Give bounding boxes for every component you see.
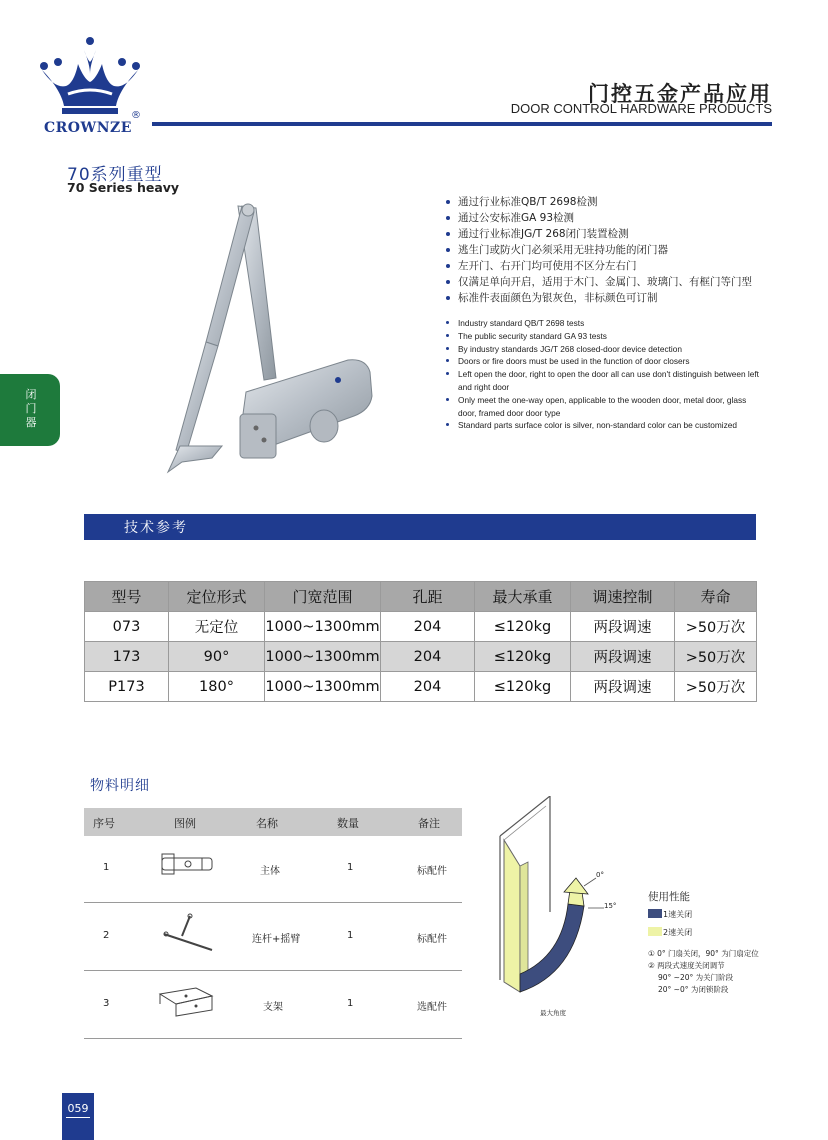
note-line: ① 0° 门扇关闭，90° 为门扇定位 <box>648 949 759 958</box>
closer-body-icon <box>158 850 216 878</box>
table-cell: ≤120kg <box>475 612 571 642</box>
table-cell: 073 <box>85 612 169 642</box>
header-title-cn: 门控五金产品应用 <box>588 82 772 106</box>
feature-item: By industry standards JG/T 268 closed-door device detection <box>444 343 764 356</box>
table-cell: 90° <box>169 642 265 672</box>
feature-item: Standard parts surface color is silver, non-standard color can be customized <box>444 419 764 432</box>
brand-name: CROWNZE <box>44 120 132 136</box>
tech-section-title: 技术参考 <box>124 520 188 536</box>
door-closer-product-image <box>160 196 380 478</box>
legend-label-speed1: 1速关闭 <box>663 910 693 919</box>
note-line: ② 两段式速度关闭调节 <box>648 961 725 970</box>
materials-col-header: 名称 <box>256 817 278 830</box>
table-cell: 1000~1300mm <box>265 612 381 642</box>
bracket-icon <box>156 984 218 1020</box>
series-title-cn: 70系列重型 <box>67 165 163 185</box>
performance-title: 使用性能 <box>648 891 690 903</box>
arm-linkage-icon <box>160 912 216 954</box>
col-header: 调速控制 <box>571 582 675 612</box>
note-line: 20° ~0° 为闭锁阶段 <box>658 985 729 994</box>
table-cell: 1000~1300mm <box>265 672 381 702</box>
materials-cell-qty: 1 <box>347 862 354 873</box>
materials-col-header: 备注 <box>418 817 440 830</box>
category-side-tab-label: 闭门器 <box>25 388 37 429</box>
materials-cell-name: 连杆+摇臂 <box>252 934 301 945</box>
table-cell: P173 <box>85 672 169 702</box>
feature-item: 左开门、右开门均可使用不区分左右门 <box>444 258 784 274</box>
angle-0-label: 0° <box>596 871 604 879</box>
col-header: 寿命 <box>675 582 757 612</box>
row-divider <box>84 902 462 903</box>
header-rule <box>152 122 772 126</box>
page-number-rule <box>66 1117 90 1118</box>
materials-cell-note: 标配件 <box>417 934 447 945</box>
table-cell: 两段调速 <box>571 642 675 672</box>
materials-cell-no: 3 <box>103 998 110 1009</box>
feature-item: Doors or fire doors must be used in the function of door closers <box>444 355 764 368</box>
materials-cell-name: 支架 <box>263 1002 283 1013</box>
page-number: 059 <box>67 1102 89 1115</box>
col-header: 门宽范围 <box>265 582 381 612</box>
col-header: 孔距 <box>381 582 475 612</box>
materials-col-header: 数量 <box>337 817 359 830</box>
feature-item: Left open the door, right to open the door all can use don't distinguish between left and right door <box>444 368 764 394</box>
legend-label-speed2: 2速关闭 <box>663 928 693 937</box>
table-cell: 204 <box>381 672 475 702</box>
header-title-en: DOOR CONTROL HARDWARE PRODUCTS <box>510 101 772 116</box>
table-cell: 204 <box>381 612 475 642</box>
feature-item: The public security standard GA 93 tests <box>444 330 764 343</box>
table-cell: 两段调速 <box>571 672 675 702</box>
materials-col-header: 图例 <box>174 817 196 830</box>
materials-cell-qty: 1 <box>347 930 354 941</box>
note-line: 90° ~20° 为关门阶段 <box>658 973 734 982</box>
feature-item: 通过行业标准JG/T 268闭门装置检测 <box>444 226 784 242</box>
table-cell: >50万次 <box>675 612 757 642</box>
col-header: 型号 <box>85 582 169 612</box>
feature-item: Only meet the one-way open, applicable to the wooden door, metal door, glass door, framed door door type <box>444 394 764 420</box>
angle-15-label: 15° <box>604 902 617 910</box>
materials-cell-qty: 1 <box>347 998 354 1009</box>
legend-swatch-speed1 <box>648 909 662 918</box>
feature-item: 仅满足单向开启，适用于木门、金属门、玻璃门、有框门等门型 <box>444 274 784 290</box>
materials-cell-no: 1 <box>103 862 110 873</box>
feature-item: Industry standard QB/T 2698 tests <box>444 317 764 330</box>
features-cn-list <box>444 194 784 306</box>
table-cell: >50万次 <box>675 642 757 672</box>
features-en-list <box>444 317 764 432</box>
table-cell: 204 <box>381 642 475 672</box>
table-cell: 无定位 <box>169 612 265 642</box>
table-cell: 1000~1300mm <box>265 642 381 672</box>
table-cell: 180° <box>169 672 265 702</box>
table-cell: ≤120kg <box>475 672 571 702</box>
table-cell: 173 <box>85 642 169 672</box>
feature-item: 标准件表面颜色为银灰色，非标颜色可订制 <box>444 290 784 306</box>
table-cell: >50万次 <box>675 672 757 702</box>
table-cell: 两段调速 <box>571 612 675 642</box>
row-divider <box>84 1038 462 1039</box>
max-angle-label: 最大角度 <box>540 1009 566 1017</box>
table-row <box>85 612 757 642</box>
table-cell: ≤120kg <box>475 642 571 672</box>
materials-cell-note: 选配件 <box>417 1002 447 1013</box>
table-row <box>85 672 757 702</box>
legend-swatch-speed2 <box>648 927 662 936</box>
col-header: 最大承重 <box>475 582 571 612</box>
feature-item: 通过公安标准GA 93检测 <box>444 210 784 226</box>
registered-mark: ® <box>131 110 141 121</box>
materials-col-header: 序号 <box>93 817 115 830</box>
row-divider <box>84 970 462 971</box>
crown-logo <box>38 36 142 116</box>
materials-cell-note: 标配件 <box>417 866 447 877</box>
spec-table <box>84 581 757 702</box>
performance-notes <box>648 948 759 996</box>
col-header: 定位形式 <box>169 582 265 612</box>
feature-item: 逃生门或防火门必须采用无驻持功能的闭门器 <box>444 242 784 258</box>
feature-item: 通过行业标准QB/T 2698检测 <box>444 194 784 210</box>
materials-cell-name: 主体 <box>260 866 280 877</box>
table-row <box>85 642 757 672</box>
series-title-en: 70 Series heavy <box>67 180 180 195</box>
table-header-row <box>85 582 757 612</box>
materials-cell-no: 2 <box>103 930 110 941</box>
materials-title: 物料明细 <box>90 778 150 794</box>
